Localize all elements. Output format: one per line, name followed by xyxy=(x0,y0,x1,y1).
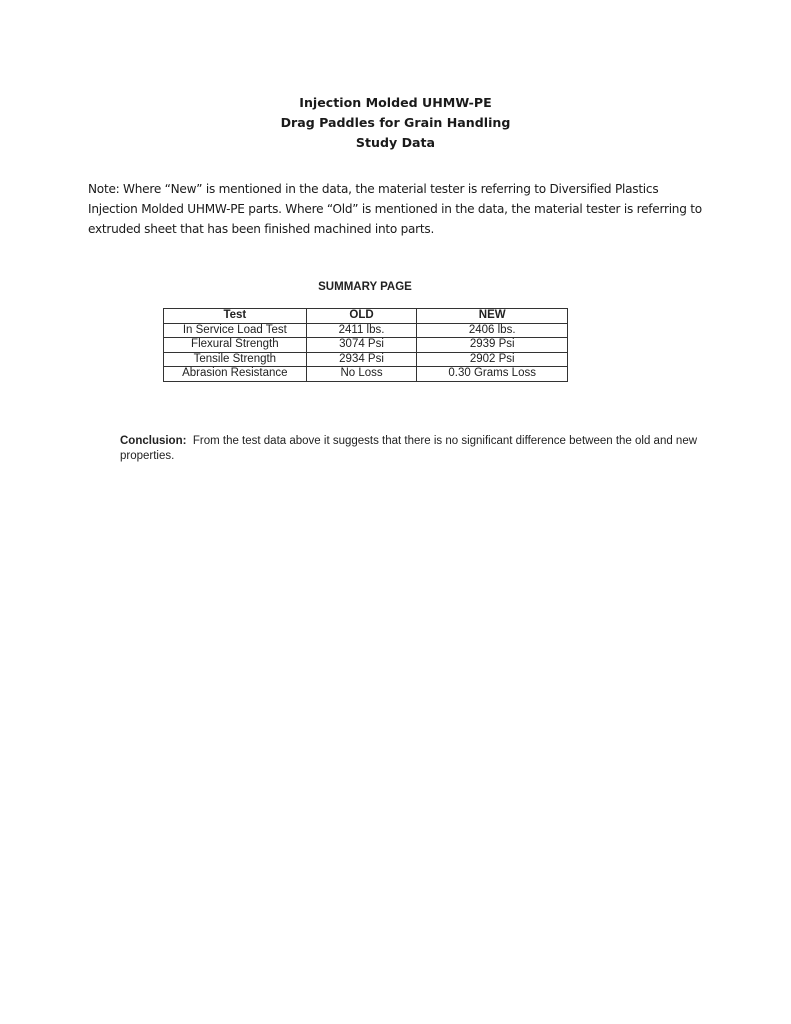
column-header-new: NEW xyxy=(417,309,568,324)
title-line-1: Injection Molded UHMW-PE xyxy=(299,95,492,110)
cell-test: Tensile Strength xyxy=(164,352,307,367)
column-header-test: Test xyxy=(164,309,307,324)
conclusion-paragraph xyxy=(120,434,700,464)
cell-new: 0.30 Grams Loss xyxy=(417,367,568,382)
conclusion-label: Conclusion: xyxy=(120,435,187,447)
cell-old: 2934 Psi xyxy=(306,352,417,367)
document-title xyxy=(0,93,791,153)
cell-test: Flexural Strength xyxy=(164,338,307,353)
cell-new: 2939 Psi xyxy=(417,338,568,353)
cell-old: 2411 lbs. xyxy=(306,323,417,338)
title-line-3: Study Data xyxy=(355,135,436,150)
column-header-old: OLD xyxy=(306,309,417,324)
cell-new: 2406 lbs. xyxy=(417,323,568,338)
table-row xyxy=(164,352,568,367)
summary-table xyxy=(163,308,568,382)
table-header-row xyxy=(164,309,568,324)
cell-test: In Service Load Test xyxy=(164,323,307,338)
table-row xyxy=(164,323,568,338)
cell-old: No Loss xyxy=(306,367,417,382)
table-row xyxy=(164,338,568,353)
conclusion-text: From the test data above it suggests that there is no significant difference between the old and new properties. xyxy=(120,435,701,462)
title-line-2: Drag Paddles for Grain Handling xyxy=(280,115,511,130)
cell-test: Abrasion Resistance xyxy=(164,367,307,382)
cell-new: 2902 Psi xyxy=(417,352,568,367)
summary-title: SUMMARY PAGE xyxy=(318,281,412,293)
cell-old: 3074 Psi xyxy=(306,338,417,353)
table-row xyxy=(164,367,568,382)
note-paragraph: Note: Where “New” is mentioned in the data, the material tester is referring to Diversified Plastics Injection Molded UHMW-PE parts. Where “Old” is mentioned in the data, the material tester is referring to extruded sheet that has been finished machined into parts. xyxy=(88,182,702,236)
